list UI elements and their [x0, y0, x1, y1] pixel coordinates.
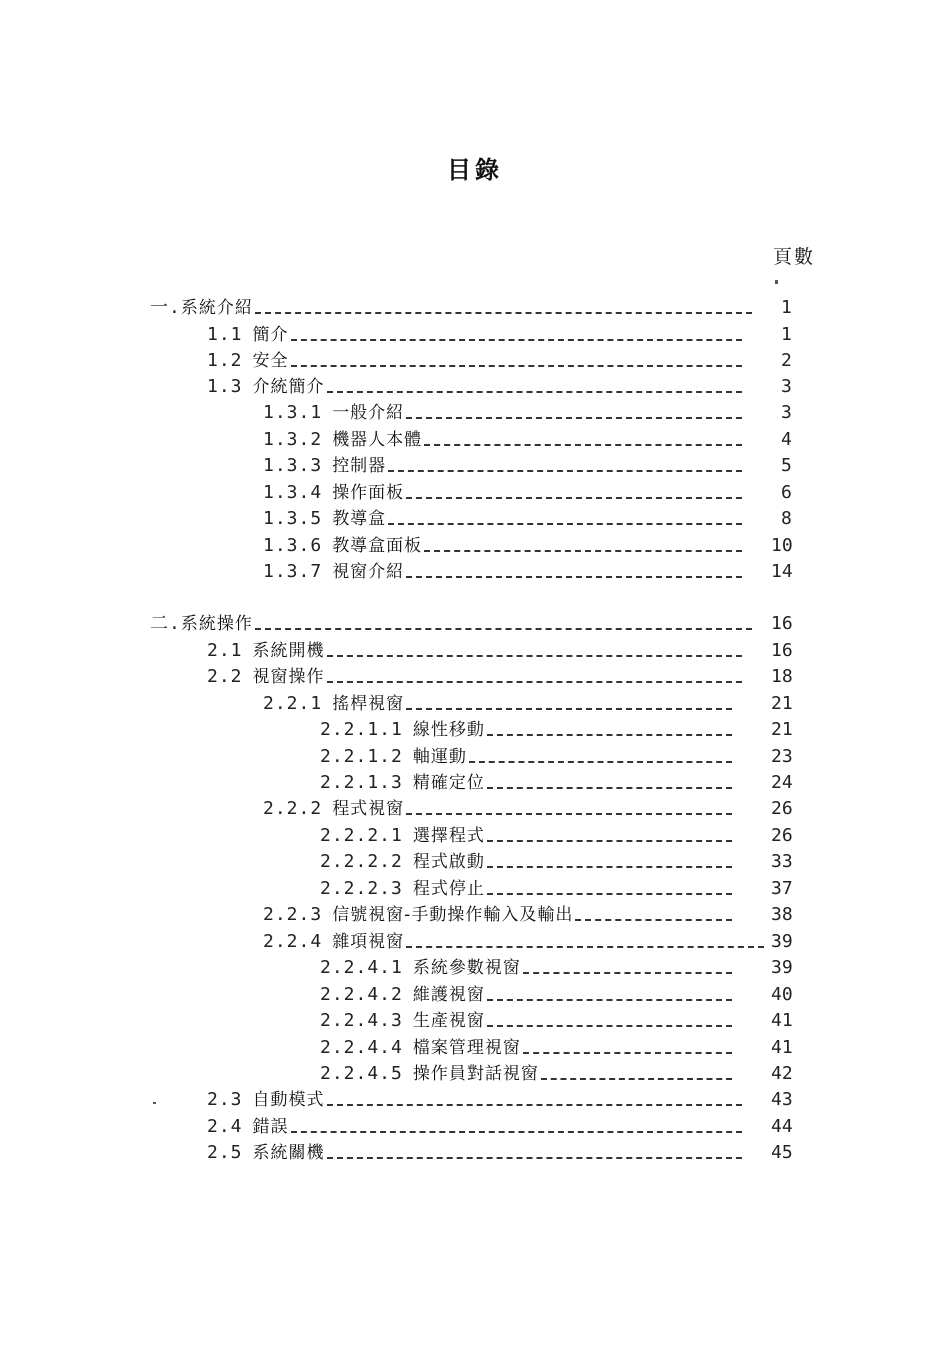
toc-dot-leader	[255, 312, 752, 314]
toc-entry-number: 2.2.4.2	[320, 984, 403, 1005]
toc-entry-title: 生產視窗	[412, 1011, 485, 1031]
toc-entry-title: 程式停止	[412, 879, 485, 899]
toc-entry	[150, 609, 756, 635]
toc-entry	[207, 1138, 746, 1164]
toc-dot-leader	[575, 919, 732, 921]
toc-entry-page-number: 41	[771, 1037, 793, 1058]
toc-entry-number: 一.	[150, 297, 181, 318]
toc-entry-title: 軸運動	[412, 747, 467, 767]
toc-entry-number: 2.2.3	[263, 904, 323, 925]
toc-entry	[207, 320, 746, 346]
toc-entry-title: 系統關機	[252, 1143, 325, 1163]
toc-entry	[263, 927, 768, 953]
toc-entry-number: 2.2.1.1	[320, 719, 403, 740]
toc-entry-title: 精確定位	[412, 773, 485, 793]
toc-dot-leader	[406, 813, 732, 815]
toc-entry	[207, 1085, 746, 1111]
toc-entry-title: 系統參數視窗	[412, 958, 521, 978]
toc-entry-page-number: 23	[771, 746, 793, 767]
toc-entry-title: 錯誤	[252, 1117, 289, 1137]
toc-entry-title: 教導盒	[332, 509, 387, 529]
toc-entry-title: 搖桿視窗	[332, 694, 405, 714]
toc-entry-page-number: 40	[771, 984, 793, 1005]
toc-dot-leader	[487, 787, 732, 789]
toc-dot-leader	[327, 391, 742, 393]
toc-entry	[320, 821, 736, 847]
toc-dot-leader	[255, 628, 752, 630]
toc-entry	[320, 874, 736, 900]
toc-entry-page-number: 41	[771, 1010, 793, 1031]
toc-entry-title: 自動模式	[252, 1090, 325, 1110]
toc-entry-number: 1.3.6	[263, 535, 323, 556]
toc-entry-number: 2.4	[207, 1116, 243, 1137]
toc-dot-leader	[424, 444, 742, 446]
toc-entry	[263, 504, 746, 530]
toc-dot-leader	[406, 708, 732, 710]
toc-entry-number: 2.2.4.4	[320, 1037, 403, 1058]
toc-entry-title: 視窗操作	[252, 667, 325, 687]
toc-entry-title: 程式啟動	[412, 852, 485, 872]
toc-entry-page-number: 21	[771, 693, 793, 714]
toc-entry-title: 操作員對話視窗	[412, 1064, 539, 1084]
toc-dot-leader	[487, 999, 732, 1001]
toc-entry-title: 一般介紹	[332, 403, 405, 423]
toc-entry-page-number: 14	[771, 561, 793, 582]
toc-entry-number: 2.2.2	[263, 798, 323, 819]
page-title: 目錄	[447, 156, 503, 184]
toc-dot-leader	[388, 470, 742, 472]
toc-entry-number: 2.2.2.1	[320, 825, 403, 846]
toc-dot-leader	[487, 840, 732, 842]
toc-entry	[207, 372, 746, 398]
toc-dot-leader	[487, 1025, 732, 1027]
toc-entry-page-number: 2	[781, 350, 792, 371]
toc-dot-leader	[523, 972, 732, 974]
toc-entry-number: 2.2.4.3	[320, 1010, 403, 1031]
toc-dot-leader	[406, 946, 764, 948]
toc-entry	[263, 425, 746, 451]
toc-entry	[207, 1112, 746, 1138]
toc-entry-title: 線性移動	[412, 720, 485, 740]
toc-entry-title: 系統介紹	[180, 298, 253, 318]
toc-dot-leader	[487, 866, 732, 868]
toc-entry-page-number: 16	[771, 613, 793, 634]
toc-entry-page-number: 37	[771, 878, 793, 899]
toc-entry-page-number: 33	[771, 851, 793, 872]
toc-entry	[320, 1059, 736, 1085]
toc-dot-leader	[406, 576, 742, 578]
toc-entry-title: 選擇程式	[412, 826, 485, 846]
toc-entry-page-number: 5	[781, 455, 792, 476]
toc-entry-number: 2.1	[207, 640, 243, 661]
toc-entry-number: 1.3.5	[263, 508, 323, 529]
toc-dot-leader	[541, 1078, 732, 1080]
toc-dot-leader	[327, 1157, 742, 1159]
toc-entry-title: 操作面板	[332, 483, 405, 503]
toc-entry	[263, 689, 736, 715]
toc-dot-leader	[406, 497, 742, 499]
toc-entry-page-number: 43	[771, 1089, 793, 1110]
toc-entry	[320, 742, 736, 768]
toc-entry-number: 1.3.4	[263, 482, 323, 503]
toc-entry-number: 1.3	[207, 376, 243, 397]
toc-entry-number: 2.3	[207, 1089, 243, 1110]
toc-entry	[263, 557, 746, 583]
toc-entry-page-number: 8	[781, 508, 792, 529]
toc-dot-leader	[327, 1104, 742, 1106]
toc-dot-leader	[424, 550, 742, 552]
toc-entry-title: 檔案管理視窗	[412, 1038, 521, 1058]
toc-entry-page-number: 10	[771, 535, 793, 556]
toc-entry-page-number: 18	[771, 666, 793, 687]
toc-dot-leader	[406, 417, 742, 419]
toc-entry-title: 安全	[252, 351, 289, 371]
toc-entry	[263, 531, 746, 557]
toc-entry-page-number: 16	[771, 640, 793, 661]
toc-entry-number: 2.2.4.1	[320, 957, 403, 978]
toc-entry-page-number: 1	[781, 297, 792, 318]
toc-entry-title: 信號視窗-手動操作輸入及輸出	[332, 905, 574, 925]
toc-entry-number: 1.3.3	[263, 455, 323, 476]
toc-entry-number: 2.2.4.5	[320, 1063, 403, 1084]
toc-entry-title: 維護視窗	[412, 985, 485, 1005]
toc-entry-number: 1.3.2	[263, 429, 323, 450]
toc-entry-number: 2.2.2.3	[320, 878, 403, 899]
page-number-column-header: 頁數	[773, 246, 816, 268]
toc-dot-leader	[388, 523, 742, 525]
toc-entry-title: 系統操作	[180, 614, 253, 634]
stray-ink-mark	[775, 280, 778, 284]
toc-entry-page-number: 1	[781, 324, 792, 345]
toc-dot-leader	[291, 339, 742, 341]
toc-dot-leader	[291, 1131, 742, 1133]
toc-entry	[207, 636, 746, 662]
toc-entry	[320, 980, 736, 1006]
toc-entry-page-number: 6	[781, 482, 792, 503]
toc-dot-leader	[487, 734, 732, 736]
toc-entry	[263, 451, 746, 477]
toc-entry	[150, 293, 756, 319]
toc-entry-title: 雜項視窗	[332, 932, 405, 952]
toc-entry-number: 2.5	[207, 1142, 243, 1163]
toc-entry	[320, 1033, 736, 1059]
toc-entry	[320, 715, 736, 741]
toc-entry-number: 2.2.1	[263, 693, 323, 714]
toc-entry-page-number: 21	[771, 719, 793, 740]
toc-entry-number: 二.	[150, 613, 181, 634]
toc-entry-page-number: 3	[781, 376, 792, 397]
toc-entry-title: 介統簡介	[252, 377, 325, 397]
toc-entry-title: 機器人本體	[332, 430, 423, 450]
toc-entry-title: 程式視窗	[332, 799, 405, 819]
toc-dot-leader	[523, 1052, 732, 1054]
toc-entry-page-number: 45	[771, 1142, 793, 1163]
toc-entry-page-number: 4	[781, 429, 792, 450]
toc-entry-page-number: 26	[771, 825, 793, 846]
toc-entry-number: 2.2.2.2	[320, 851, 403, 872]
toc-entry-page-number: 39	[771, 957, 793, 978]
toc-entry-page-number: 39	[771, 931, 793, 952]
toc-entry	[263, 900, 736, 926]
toc-entry-title: 系統開機	[252, 641, 325, 661]
toc-entry-page-number: 24	[771, 772, 793, 793]
toc-entry-title: 教導盒面板	[332, 536, 423, 556]
toc-entry	[207, 662, 746, 688]
stray-ink-mark	[153, 1102, 156, 1104]
toc-entry	[320, 1006, 736, 1032]
toc-entry	[263, 478, 746, 504]
toc-dot-leader	[327, 681, 742, 683]
toc-entry-number: 2.2.1.2	[320, 746, 403, 767]
toc-entry-title: 簡介	[252, 325, 289, 345]
toc-entry-number: 2.2.1.3	[320, 772, 403, 793]
toc-entry	[320, 953, 736, 979]
toc-entry	[320, 847, 736, 873]
toc-dot-leader	[327, 655, 742, 657]
toc-entry-page-number: 26	[771, 798, 793, 819]
toc-entry-number: 2.2	[207, 666, 243, 687]
toc-entry-title: 視窗介紹	[332, 562, 405, 582]
toc-entry-number: 1.1	[207, 324, 243, 345]
toc-entry-page-number: 3	[781, 402, 792, 423]
toc-entry-page-number: 38	[771, 904, 793, 925]
toc-entry	[263, 794, 736, 820]
toc-entry-number: 1.3.1	[263, 402, 323, 423]
toc-dot-leader	[469, 761, 732, 763]
toc-entry-number: 2.2.4	[263, 931, 323, 952]
toc-entry	[263, 398, 746, 424]
toc-entry-page-number: 44	[771, 1116, 793, 1137]
toc-entry-title: 控制器	[332, 456, 387, 476]
toc-entry	[320, 768, 736, 794]
toc-entry	[207, 346, 746, 372]
toc-dot-leader	[487, 893, 732, 895]
toc-entry-number: 1.2	[207, 350, 243, 371]
toc-entry-number: 1.3.7	[263, 561, 323, 582]
toc-entry-page-number: 42	[771, 1063, 793, 1084]
toc-dot-leader	[291, 365, 742, 367]
